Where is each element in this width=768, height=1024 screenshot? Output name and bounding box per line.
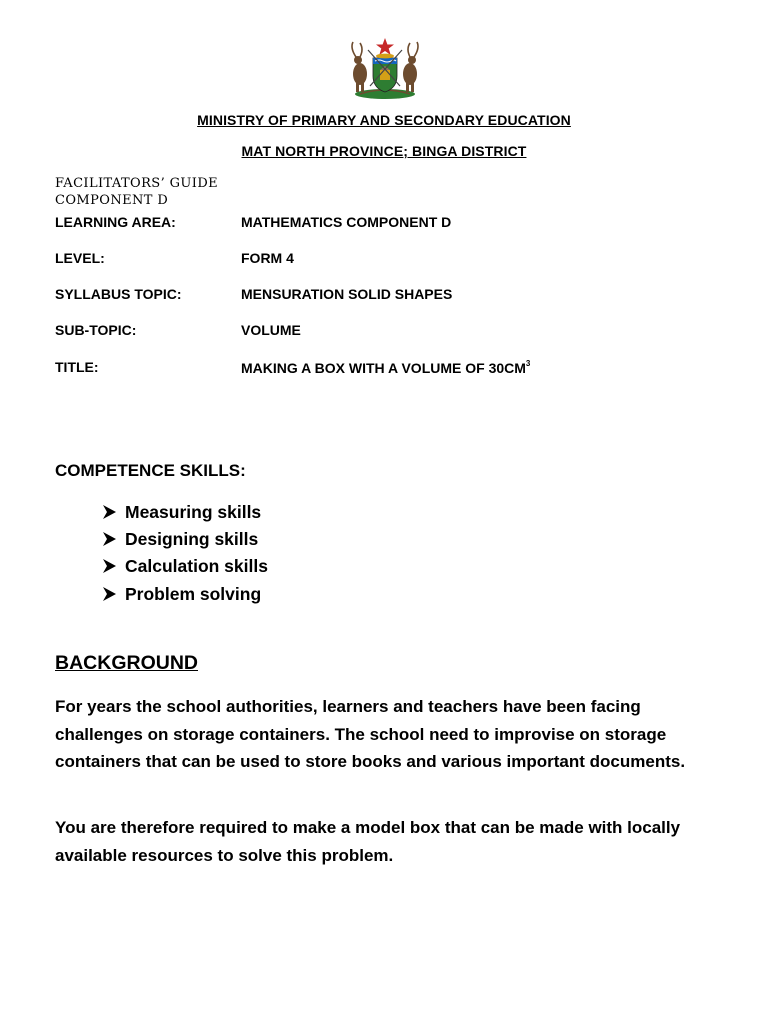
skill-label: Measuring skills xyxy=(125,501,262,522)
guide-title-line-1: FACILITATORS’ GUIDE xyxy=(55,176,219,191)
learning-area-row xyxy=(55,214,735,234)
title-label: TITLE: xyxy=(55,359,99,375)
list-item xyxy=(102,553,268,580)
ministry-heading: MINISTRY OF PRIMARY AND SECONDARY EDUCATION xyxy=(197,112,571,128)
arrowhead-bullet-icon xyxy=(102,586,117,602)
title-row xyxy=(55,359,735,379)
learning-area-value: MATHEMATICS COMPONENT D xyxy=(241,214,452,230)
list-item xyxy=(102,525,268,552)
sub-topic-label: SUB-TOPIC: xyxy=(55,322,137,338)
list-item xyxy=(102,498,268,525)
arrowhead-bullet-icon xyxy=(102,504,117,520)
syllabus-topic-row xyxy=(55,286,735,306)
background-paragraph-1: For years the school authorities, learners and teachers have been facing challenges on storage containers. The school need to improvise on storage containers that can be used to store books and various important documents. xyxy=(55,697,686,771)
guide-title-line-2: COMPONENT D xyxy=(55,193,169,208)
province-heading: MAT NORTH PROVINCE; BINGA DISTRICT xyxy=(241,143,527,159)
coat-of-arms-icon xyxy=(338,36,432,100)
background-paragraph-2: You are therefore required to make a model box that can be made with locally available resources to solve this problem. xyxy=(55,818,681,865)
syllabus-topic-value: MENSURATION SOLID SHAPES xyxy=(241,286,453,302)
skill-label: Problem solving xyxy=(125,583,262,604)
level-label: LEVEL: xyxy=(55,250,105,266)
background-heading: BACKGROUND xyxy=(55,652,198,674)
skill-label: Designing skills xyxy=(125,528,259,549)
syllabus-topic-label: SYLLABUS TOPIC: xyxy=(55,286,182,302)
skills-list xyxy=(102,498,268,607)
competence-skills-heading: COMPETENCE SKILLS: xyxy=(55,461,246,480)
guide-title xyxy=(55,175,218,209)
arrowhead-bullet-icon xyxy=(102,558,117,574)
arrowhead-bullet-icon xyxy=(102,531,117,547)
level-value: FORM 4 xyxy=(241,250,294,266)
level-row xyxy=(55,250,735,270)
sub-topic-row xyxy=(55,322,735,342)
skill-label: Calculation skills xyxy=(125,556,268,577)
sub-topic-value: VOLUME xyxy=(241,322,301,338)
title-value-superscript: 3 xyxy=(525,359,531,368)
list-item xyxy=(102,580,268,607)
title-value: MAKING A BOX WITH A VOLUME OF 30CM xyxy=(241,360,526,376)
learning-area-label: LEARNING AREA: xyxy=(55,214,176,230)
title-value-wrap xyxy=(241,359,530,376)
